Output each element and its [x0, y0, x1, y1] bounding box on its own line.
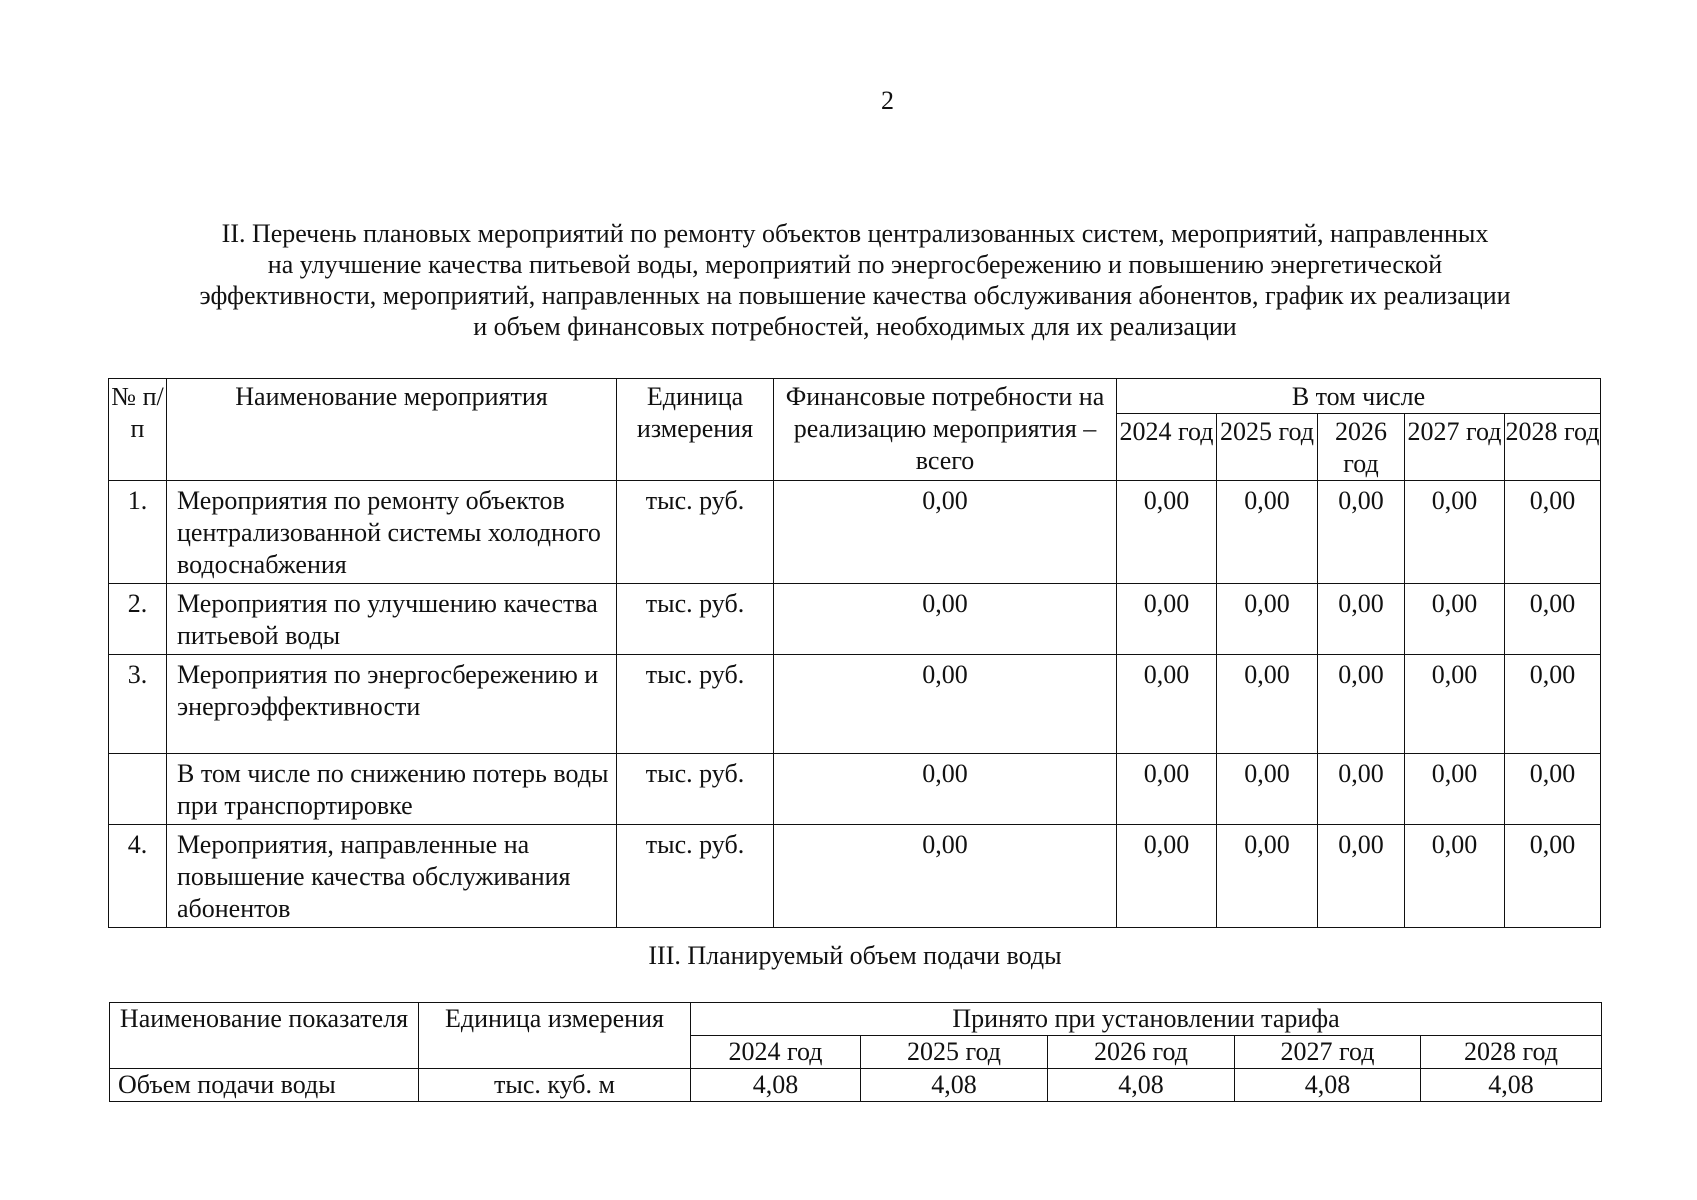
row-num: [109, 754, 167, 825]
row-indicator-name: Объем подачи воды: [110, 1069, 419, 1102]
row-2024-value: 0,00: [1117, 584, 1217, 655]
row-2027-value: 0,00: [1405, 825, 1505, 928]
table-row: [109, 481, 1601, 584]
row-total: 0,00: [774, 584, 1117, 655]
row-total: 0,00: [774, 825, 1117, 928]
row-unit: тыс. руб.: [617, 825, 774, 928]
row-unit: тыс. куб. м: [419, 1069, 691, 1102]
row-2026-value: 0,00: [1318, 655, 1405, 754]
header-year-2028: 2028 год: [1421, 1036, 1602, 1069]
row-unit: тыс. руб.: [617, 754, 774, 825]
row-activity-name: Мероприятия по улучшению качества питьевой воды: [167, 584, 617, 655]
row-activity-name: Мероприятия, направленные на повышение качества обслуживания абонентов: [167, 825, 617, 928]
row-num: 1.: [109, 481, 167, 584]
row-activity-name: В том числе по снижению потерь воды при транспортировке: [167, 754, 617, 825]
row-2025-value: 0,00: [1217, 481, 1318, 584]
header-including: В том числе: [1117, 379, 1601, 414]
row-2024-value: 0,00: [1117, 825, 1217, 928]
header-year-2027: 2027 год: [1235, 1036, 1421, 1069]
row-2024-value: 0,00: [1117, 481, 1217, 584]
row-2028-value: 0,00: [1505, 481, 1601, 584]
row-activity-name: Мероприятия по энергосбережению и энергоэффективности: [167, 655, 617, 754]
section-2-title-line: II. Перечень плановых мероприятий по ремонту объектов централизованных систем, мероприятий, направленных: [221, 219, 1489, 248]
water-supply-table: [109, 1002, 1602, 1102]
header-year-2028: 2028 год: [1505, 414, 1601, 481]
row-unit: тыс. руб.: [617, 655, 774, 754]
row-total: 0,00: [774, 655, 1117, 754]
header-year-2027: 2027 год: [1405, 414, 1505, 481]
row-2025-value: 0,00: [1217, 655, 1318, 754]
section-2-title-line: эффективности, мероприятий, направленных на повышение качества обслуживания абонентов, график их реализации: [199, 281, 1511, 310]
table-row: [109, 655, 1601, 754]
section-2-title-line: на улучшение качества питьевой воды, мероприятий по энергосбережению и повышению энергетической: [267, 250, 1443, 279]
header-indicator-name: Наименование показателя: [110, 1003, 419, 1069]
row-2028-value: 0,00: [1505, 584, 1601, 655]
row-2026-value: 4,08: [1048, 1069, 1235, 1102]
row-unit: тыс. руб.: [617, 481, 774, 584]
row-2026-value: 0,00: [1318, 584, 1405, 655]
section-2-title: [130, 218, 1580, 342]
table-row: [109, 754, 1601, 825]
row-num: 2.: [109, 584, 167, 655]
table-row: [109, 584, 1601, 655]
row-2025-value: 0,00: [1217, 825, 1318, 928]
row-activity-name: Мероприятия по ремонту объектов централизованной системы холодного водоснабжения: [167, 481, 617, 584]
header-accepted-tariff: Принято при установлении тарифа: [691, 1003, 1602, 1036]
row-2026-value: 0,00: [1318, 825, 1405, 928]
row-2028-value: 0,00: [1505, 825, 1601, 928]
header-year-2024: 2024 год: [1117, 414, 1217, 481]
row-2027-value: 0,00: [1405, 754, 1505, 825]
row-2027-value: 0,00: [1405, 584, 1505, 655]
row-2025-value: 0,00: [1217, 584, 1318, 655]
header-year-2026: 2026 год: [1318, 414, 1405, 481]
row-total: 0,00: [774, 481, 1117, 584]
row-2025-value: 4,08: [861, 1069, 1048, 1102]
row-2028-value: 0,00: [1505, 754, 1601, 825]
row-2026-value: 0,00: [1318, 481, 1405, 584]
row-2025-value: 0,00: [1217, 754, 1318, 825]
header-num: № п/п: [109, 379, 167, 481]
row-2028-value: 4,08: [1421, 1069, 1602, 1102]
row-2026-value: 0,00: [1318, 754, 1405, 825]
row-2028-value: 0,00: [1505, 655, 1601, 754]
header-year-2025: 2025 год: [861, 1036, 1048, 1069]
header-total-financing: Финансовые потребности на реализацию мероприятия – всего: [774, 379, 1117, 481]
row-num: 4.: [109, 825, 167, 928]
header-year-2025: 2025 год: [1217, 414, 1318, 481]
table-row: [110, 1069, 1602, 1102]
header-year-2026: 2026 год: [1048, 1036, 1235, 1069]
page-number: 2: [881, 86, 894, 115]
header-unit: Единица измерения: [419, 1003, 691, 1069]
row-2027-value: 0,00: [1405, 481, 1505, 584]
header-unit: Единица измерения: [617, 379, 774, 481]
header-activity-name: Наименование мероприятия: [167, 379, 617, 481]
activities-table: [108, 378, 1601, 928]
row-2027-value: 4,08: [1235, 1069, 1421, 1102]
row-2024-value: 0,00: [1117, 655, 1217, 754]
row-unit: тыс. руб.: [617, 584, 774, 655]
header-year-2024: 2024 год: [691, 1036, 861, 1069]
table-row: [109, 825, 1601, 928]
row-total: 0,00: [774, 754, 1117, 825]
row-num: 3.: [109, 655, 167, 754]
section-3-title: III. Планируемый объем подачи воды: [648, 941, 1062, 970]
row-2024-value: 0,00: [1117, 754, 1217, 825]
section-2-title-line: и объем финансовых потребностей, необходимых для их реализации: [473, 312, 1237, 341]
row-2024-value: 4,08: [691, 1069, 861, 1102]
row-2027-value: 0,00: [1405, 655, 1505, 754]
